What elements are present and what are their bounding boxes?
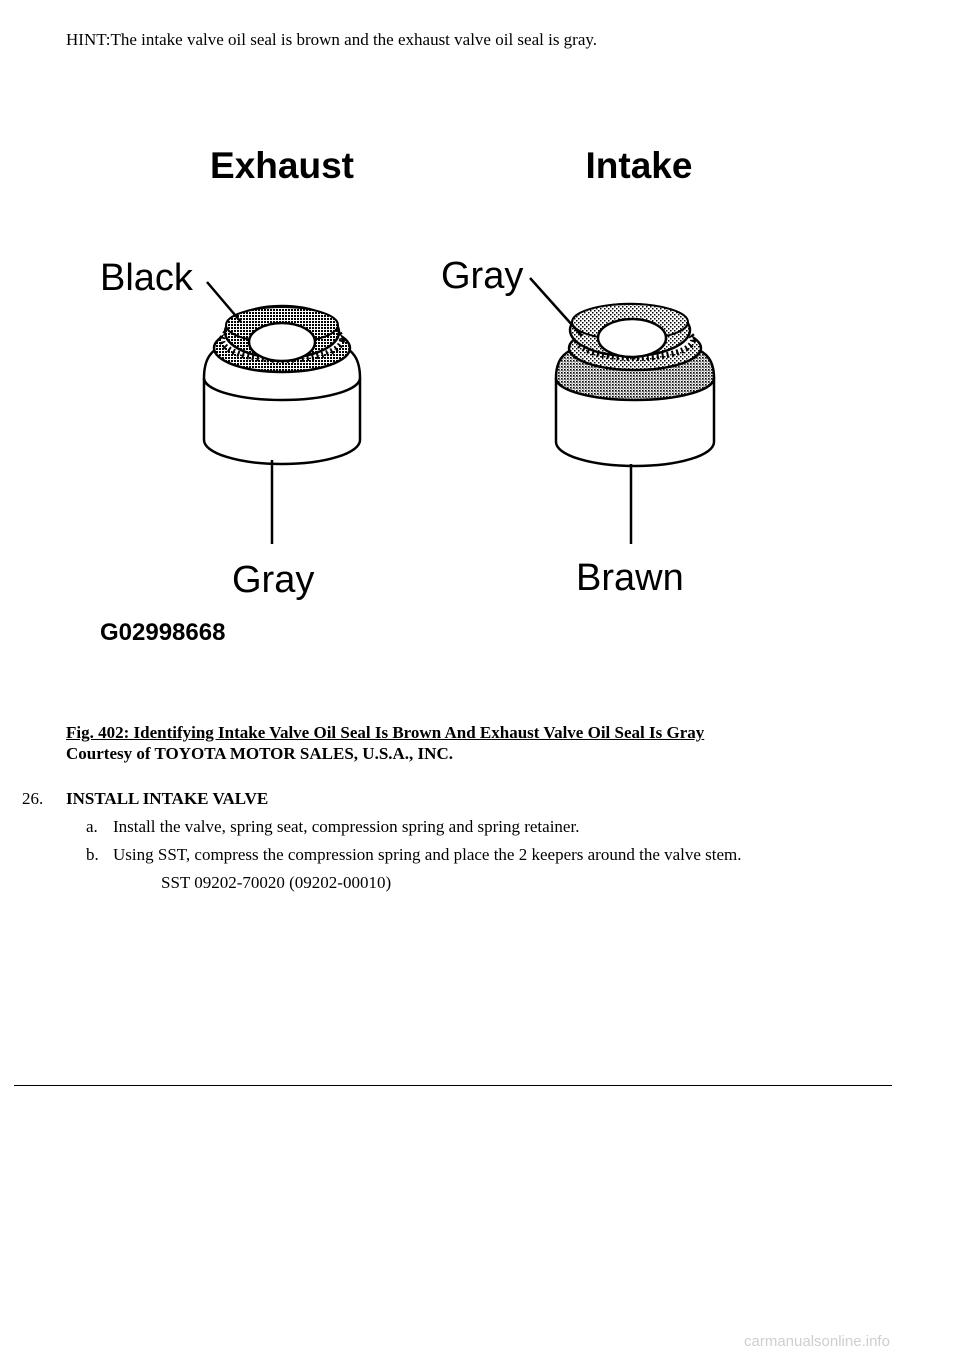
brawn-label: Brawn: [576, 557, 684, 599]
substep-letter-a: a.: [86, 817, 98, 836]
watermark-text: carmanualsonline.info: [744, 1333, 890, 1350]
step-number: 26.: [22, 789, 44, 808]
black-label: Black: [100, 257, 193, 299]
figure-caption-credit: Courtesy of TOYOTA MOTOR SALES, U.S.A., INC.: [66, 744, 453, 763]
step-title: INSTALL INTAKE VALVE: [66, 789, 269, 808]
oil-seal-figure: [0, 120, 960, 680]
intake-oil-seal: [556, 304, 714, 466]
intake-heading: Intake: [585, 145, 693, 186]
page-divider: [14, 1085, 892, 1086]
exhaust-oil-seal: [204, 306, 360, 464]
intake-gray-label: Gray: [441, 255, 524, 297]
exhaust-heading: Exhaust: [210, 145, 354, 186]
substep-letter-b: b.: [86, 845, 99, 864]
figure-caption-title: Fig. 402: Identifying Intake Valve Oil Seal Is Brown And Exhaust Valve Oil Seal Is Gray: [66, 723, 705, 742]
intake-gray-leader-line: [530, 278, 582, 336]
figure-caption: [66, 722, 704, 764]
black-leader-line: [207, 282, 241, 322]
figure-code: G02998668: [100, 619, 226, 646]
exhaust-gray-label: Gray: [232, 559, 315, 601]
substep-text-a: Install the valve, spring seat, compression spring and spring retainer.: [113, 817, 580, 836]
substep-text-b: Using SST, compress the compression spring and place the 2 keepers around the valve stem.: [113, 845, 742, 864]
hint-text: HINT:The intake valve oil seal is brown and the exhaust valve oil seal is gray.: [66, 30, 598, 49]
sst-number: SST 09202-70020 (09202-00010): [161, 873, 392, 892]
